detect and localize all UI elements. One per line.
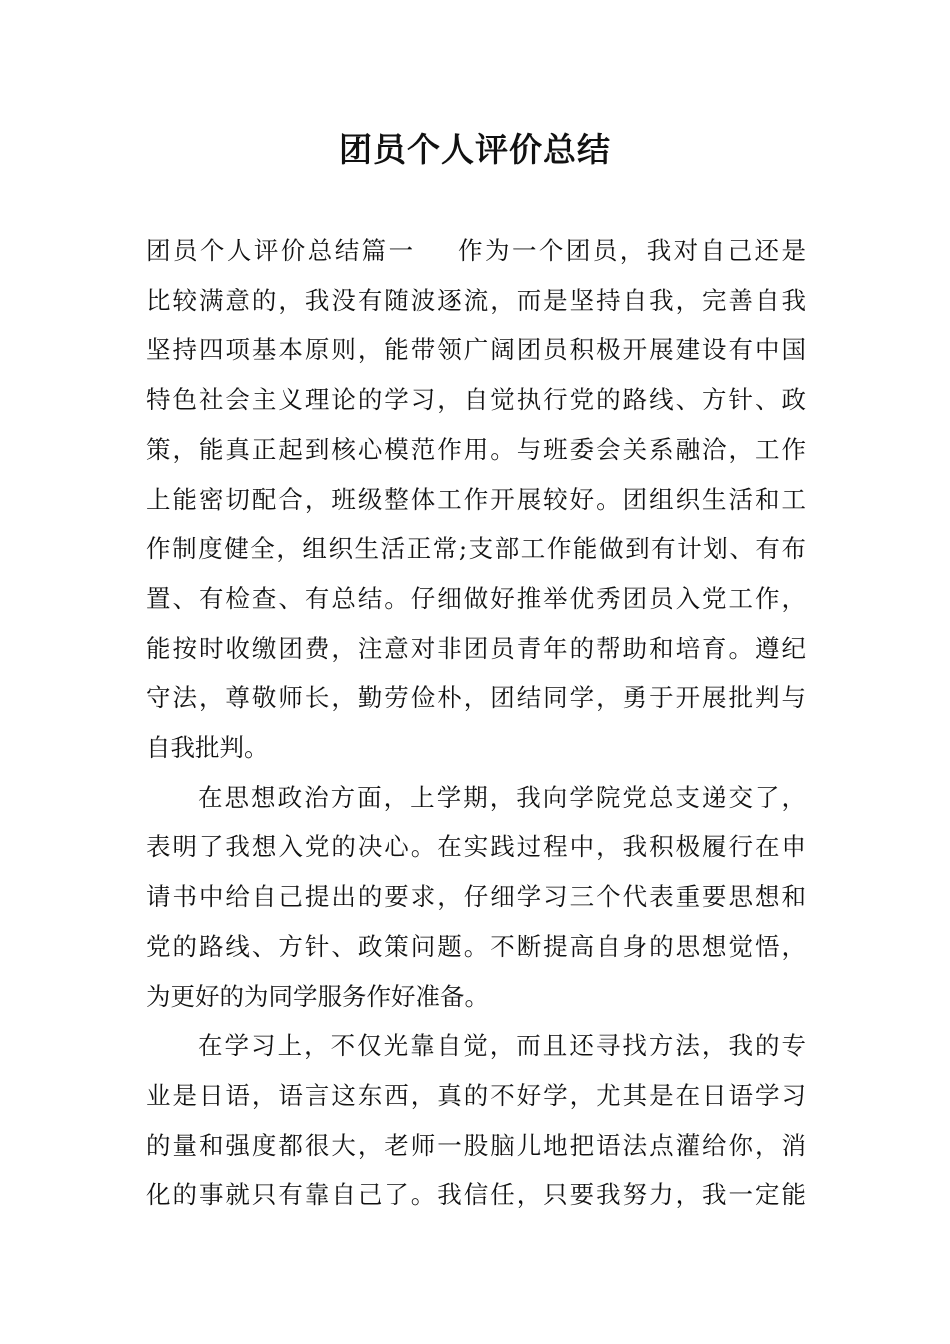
paragraph-line: 置、有检查、有总结。仔细做好推举优秀团员入党工作， bbox=[146, 583, 806, 613]
paragraph-line: 党的路线、方针、政策问题。不断提高自身的思想觉悟， bbox=[146, 931, 806, 961]
paragraph-line: 的量和强度都很大，老师一股脑儿地把语法点灌给你，消 bbox=[146, 1130, 806, 1160]
paragraph-line: 表明了我想入党的决心。在实践过程中，我积极履行在申 bbox=[146, 832, 806, 862]
paragraph-line: 能按时收缴团费，注意对非团员青年的帮助和培育。遵纪 bbox=[146, 633, 806, 663]
document-body bbox=[146, 226, 806, 1220]
paragraph-line: 在思想政治方面，上学期，我向学院党总支递交了， bbox=[198, 782, 806, 812]
paragraph-line: 作制度健全，组织生活正常;支部工作能做到有计划、有布 bbox=[146, 534, 806, 564]
paragraph-line: 业是日语，语言这东西，真的不好学，尤其是在日语学习 bbox=[146, 1080, 806, 1110]
paragraph-line: 比较满意的，我没有随波逐流，而是坚持自我，完善自我 bbox=[146, 285, 806, 315]
section-heading: 团员个人评价总结篇一 bbox=[146, 236, 416, 265]
document-title: 团员个人评价总结 bbox=[339, 130, 611, 169]
paragraph-line: 坚持四项基本原则，能带领广阔团员积极开展建设有中国 bbox=[146, 335, 806, 365]
paragraph-line: 在学习上，不仅光靠自觉，而且还寻找方法，我的专 bbox=[198, 1031, 806, 1061]
paragraph-line: 特色社会主义理论的学习，自觉执行党的路线、方针、政 bbox=[146, 385, 806, 415]
paragraph-line: 守法，尊敬师长，勤劳俭朴，团结同学，勇于开展批判与 bbox=[146, 683, 806, 713]
paragraph-text: 作为一个团员，我对自己还是 bbox=[455, 236, 807, 265]
paragraph-line: 为更好的为同学服务作好准备。 bbox=[146, 981, 489, 1011]
paragraph-line: 上能密切配合，班级整体工作开展较好。团组织生活和工 bbox=[146, 484, 806, 514]
paragraph-line: 策，能真正起到核心模范作用。与班委会关系融洽，工作 bbox=[146, 434, 806, 464]
paragraph-line: 化的事就只有靠自己了。我信任，只要我努力，我一定能 bbox=[146, 1180, 806, 1210]
paragraph-line: 请书中给自己提出的要求，仔细学习三个代表重要思想和 bbox=[146, 882, 806, 912]
paragraph-1-line-1 bbox=[146, 226, 806, 276]
paragraph-line: 自我批判。 bbox=[146, 733, 269, 763]
